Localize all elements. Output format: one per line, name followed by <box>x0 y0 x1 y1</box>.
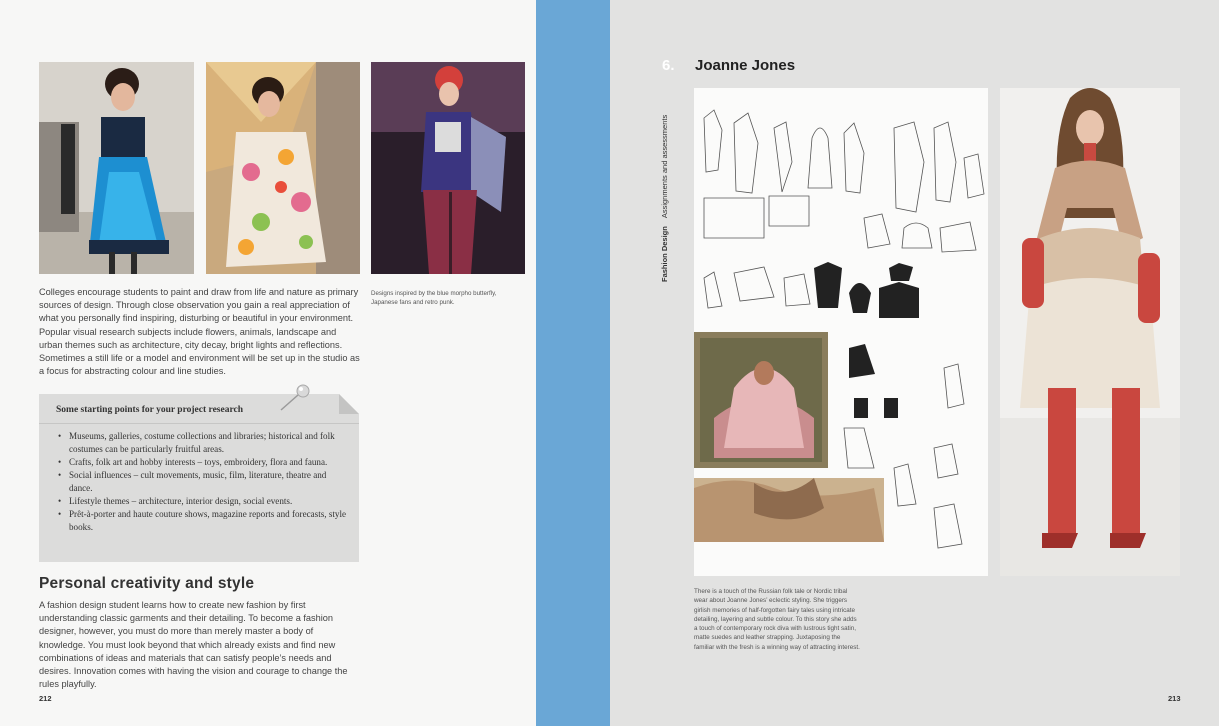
intro-paragraph: Colleges encourage students to paint and draw from life and nature as primary sources of design. Through close observation you gain a real appreciation of what you personally find inspiring, disturbing or beautiful in your environment. Popular visual research subjects include flowers, animals, landscape and urban themes such as architecture, city decay, bright lights and reflections. Sometimes a still life or a model and environment will be set up in the studio as a focus for abstracting colour and line studies. <box>39 287 360 377</box>
runway-photo-parasol <box>206 62 360 274</box>
list-item: • Crafts, folk art and hobby interests – toys, embroidery, flora and fauna. <box>56 456 346 469</box>
model-photo-red-boots <box>1000 88 1180 576</box>
list-item: • Social influences – cult movements, music, film, literature, theatre and dance. <box>56 469 346 495</box>
list-item: • Prêt-à-porter and haute couture shows, magazine reports and forecasts, style books. <box>56 508 346 534</box>
pushpin-icon <box>275 384 311 414</box>
page-number-left: 212 <box>39 694 52 703</box>
sketchbook-collage <box>694 88 988 576</box>
section-paragraph: A fashion design student learns how to create new fashion by first understanding classic garments and their detailing. To become a fashion designer, however, you must do more than merely master a body of knowledge. You must look beyond that which already exists and find new combinations of ideas and materials that can satisfy people’s needs and desires. Innovation comes with having the vision and courage to change the rules playfully. <box>39 600 348 690</box>
running-head <box>660 115 669 282</box>
book-spine-band <box>536 0 610 726</box>
photo-caption: Designs inspired by the blue morpho butterfly, Japanese fans and retro punk. <box>371 290 497 306</box>
box-divider <box>39 423 359 424</box>
research-list <box>56 430 346 534</box>
section-heading: Personal creativity and style <box>39 575 255 592</box>
model-caption: There is a touch of the Russian folk tale or Nordic tribal wear about Joanne Jones’ eclectic styling. She triggers girlish memories of half-forgotten fairy tales using intricate detailing, layering and subtle colour. To this story she adds a touch of contemporary rock diva with lustrous tight satin, matte suedes and leather strapping. Juxtaposing the familiar with the fresh is a winning way of attracting interest. <box>694 588 860 651</box>
list-item: • Lifestyle themes – architecture, interior design, social events. <box>56 495 346 508</box>
folded-corner-icon <box>339 394 359 414</box>
running-head-bold: Fashion Design <box>660 226 669 282</box>
page-number-right: 213 <box>1168 694 1181 703</box>
list-item: • Museums, galleries, costume collections and libraries; historical and folk costumes can be particularly fruitful areas. <box>56 430 346 456</box>
research-box <box>39 394 359 562</box>
research-box-title: Some starting points for your project research <box>56 405 243 415</box>
running-head-text: Assignments and assessments <box>660 114 669 219</box>
chapter-title: Joanne Jones <box>695 57 796 74</box>
runway-photo-retro-punk <box>371 62 525 274</box>
runway-photo-blue-dress <box>39 62 194 274</box>
chapter-number: 6. <box>662 57 675 74</box>
